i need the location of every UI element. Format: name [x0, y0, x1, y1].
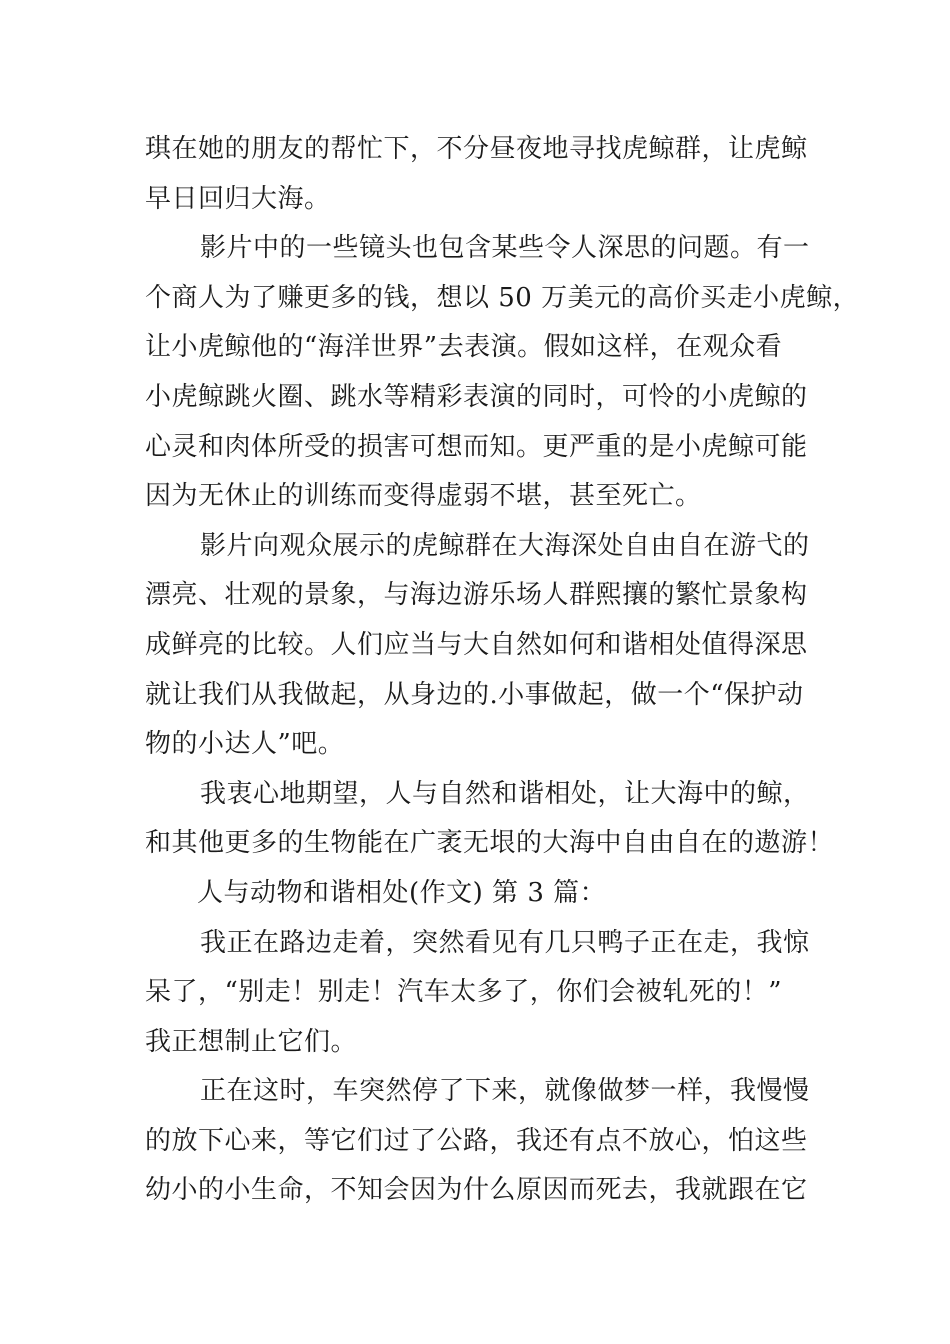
text-line: 呆了，“别走！别走！汽车太多了，你们会被轧死的！” — [145, 977, 783, 1008]
text-line: 和其他更多的生物能在广袤无垠的大海中自由自在的遨游！ — [145, 828, 835, 859]
text-line: 小虎鲸跳火圈、跳水等精彩表演的同时，可怜的小虎鲸的 — [145, 381, 808, 412]
text-line: 物的小达人”吧。 — [145, 729, 345, 760]
text-line: 让小虎鲸他的“海洋世界”去表演。假如这样，在观众看 — [145, 332, 783, 363]
text-line: 个商人为了赚更多的钱，想以 50 万美元的高价买走小虎鲸， — [145, 282, 860, 313]
paragraph-start-line: 我正在路边走着，突然看见有几只鸭子正在走，我惊 — [200, 927, 810, 958]
paragraph-start-line: 我衷心地期望，人与自然和谐相处，让大海中的鲸， — [200, 778, 810, 809]
text-line: 因为无休止的训练而变得虚弱不堪，甚至死亡。 — [145, 481, 702, 512]
text-line: 我正想制止它们。 — [145, 1026, 358, 1057]
text-line: 漂亮、壮观的景象，与海边游乐场人群熙攘的繁忙景象构 — [145, 580, 808, 611]
text-line: 成鲜亮的比较。人们应当与大自然如何和谐相处值得深思 — [145, 629, 808, 660]
paragraph-start-line: 影片向观众展示的虎鲸群在大海深处自由自在游弋的 — [200, 530, 810, 561]
paragraph-start-line: 正在这时，车突然停了下来，就像做梦一样，我慢慢 — [200, 1076, 810, 1107]
text-line: 的放下心来，等它们过了公路，我还有点不放心，怕这些 — [145, 1125, 808, 1156]
paragraph-start-line: 影片中的一些镜头也包含某些令人深思的问题。有一 — [200, 233, 810, 264]
document-body — [145, 125, 860, 1216]
text-line: 早日回归大海。 — [145, 183, 331, 214]
section-heading: 人与动物和谐相处(作文) 第 3 篇： — [197, 877, 607, 908]
text-line: 琪在她的朋友的帮忙下，不分昼夜地寻找虎鲸群，让虎鲸 — [145, 134, 808, 164]
text-line: 就让我们从我做起，从身边的.小事做起，做一个“保护动 — [145, 679, 804, 710]
text-line: 幼小的小生命，不知会因为什么原因而死去，我就跟在它 — [145, 1175, 808, 1206]
text-line: 心灵和肉体所受的损害可想而知。更严重的是小虎鲸可能 — [145, 431, 808, 462]
